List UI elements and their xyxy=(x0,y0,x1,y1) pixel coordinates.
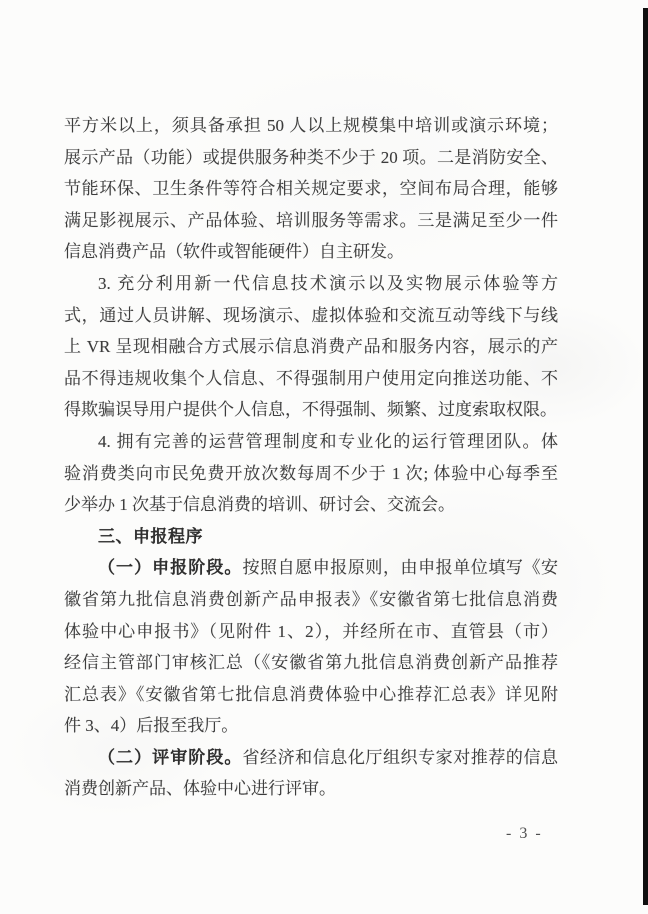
section-heading-application-procedure xyxy=(64,521,558,553)
document-body xyxy=(64,110,558,805)
bold-text-run: 三、申报程序 xyxy=(98,526,203,546)
line-stage1-2 xyxy=(64,584,558,616)
text-run: 验消费类向市民免费开放次数每周不少于 1 次; 体验中心每季至 xyxy=(64,463,558,483)
line-requirements-cont-4 xyxy=(64,205,558,237)
text-run: 品不得违规收集个人信息、不得强制用户使用定向推送功能、不 xyxy=(64,368,558,388)
line-stage1-3 xyxy=(64,616,558,648)
text-run: 经信主管部门审核汇总（《安徽省第九批信息消费创新产品推荐 xyxy=(64,653,558,673)
text-run: 按照自愿申报原则，由申报单位填写《安 xyxy=(242,558,559,578)
line-stage1-4 xyxy=(64,647,558,679)
line-stage1-6 xyxy=(64,710,558,742)
text-run: 件 3、4）后报至我厅。 xyxy=(64,716,239,736)
text-run: 得欺骗误导用户提供个人信息，不得强制、频繁、过度索取权限。 xyxy=(64,400,557,420)
bold-text-run: （二）评审阶段。 xyxy=(98,747,243,767)
line-stage1-5 xyxy=(64,679,558,711)
bold-text-run: （一）申报阶段。 xyxy=(98,558,243,578)
line-item3-5 xyxy=(64,394,558,426)
line-requirements-cont-1 xyxy=(64,110,558,142)
text-run: 体验中心申报书》（见附件 1、2），并经所在市、直管县（市） xyxy=(64,621,558,641)
text-run: 式，通过人员讲解、现场演示、虚拟体验和交流互动等线下与线 xyxy=(64,305,558,325)
line-requirements-cont-3 xyxy=(64,173,558,205)
line-item4-3 xyxy=(64,489,558,521)
line-requirements-cont-5 xyxy=(64,236,558,268)
line-item4-2 xyxy=(64,458,558,490)
text-run: 平方米以上，须具备承担 50 人以上规模集中培训或演示环境； xyxy=(64,116,558,135)
line-stage2-1 xyxy=(64,742,558,774)
text-run: 展示产品（功能）或提供服务种类不少于 20 项。二是消防安全、 xyxy=(64,147,558,167)
line-item3-3 xyxy=(64,331,558,363)
text-run: 徽省第九批信息消费创新产品申报表》《安徽省第七批信息消费 xyxy=(64,589,558,609)
text-run: 节能环保、卫生条件等符合相关规定要求，空间布局合理，能够 xyxy=(64,179,558,199)
line-item4-1 xyxy=(64,426,558,458)
text-run: 省经济和信息化厅组织专家对推荐的信息 xyxy=(242,747,559,767)
text-run: 3. 充分利用新一代信息技术演示以及实物展示体验等方 xyxy=(98,273,558,293)
text-run: 少举办 1 次基于信息消费的培训、研讨会、交流会。 xyxy=(64,495,455,515)
text-run: 满足影视展示、产品体验、培训服务等需求。三是满足至少一件 xyxy=(64,210,558,230)
line-item3-4 xyxy=(64,363,558,395)
text-run: 4. 拥有完善的运营管理制度和专业化的运行管理团队。体 xyxy=(98,431,558,451)
text-run: 汇总表》《安徽省第七批信息消费体验中心推荐汇总表》详见附 xyxy=(64,684,558,704)
line-stage1-1 xyxy=(64,552,558,584)
line-item3-1 xyxy=(64,268,558,300)
line-stage2-2 xyxy=(64,773,558,805)
line-item3-2 xyxy=(64,300,558,332)
text-run: 消费创新产品、体验中心进行评审。 xyxy=(64,779,336,799)
line-requirements-cont-2 xyxy=(64,142,558,174)
text-run: 信息消费产品（软件或智能硬件）自主研发。 xyxy=(64,242,404,262)
page-number: - 3 - xyxy=(506,825,543,842)
text-run: 上 VR 呈现相融合方式展示信息消费产品和服务内容，展示的产 xyxy=(64,337,558,357)
scan-edge-artifact xyxy=(643,8,648,905)
